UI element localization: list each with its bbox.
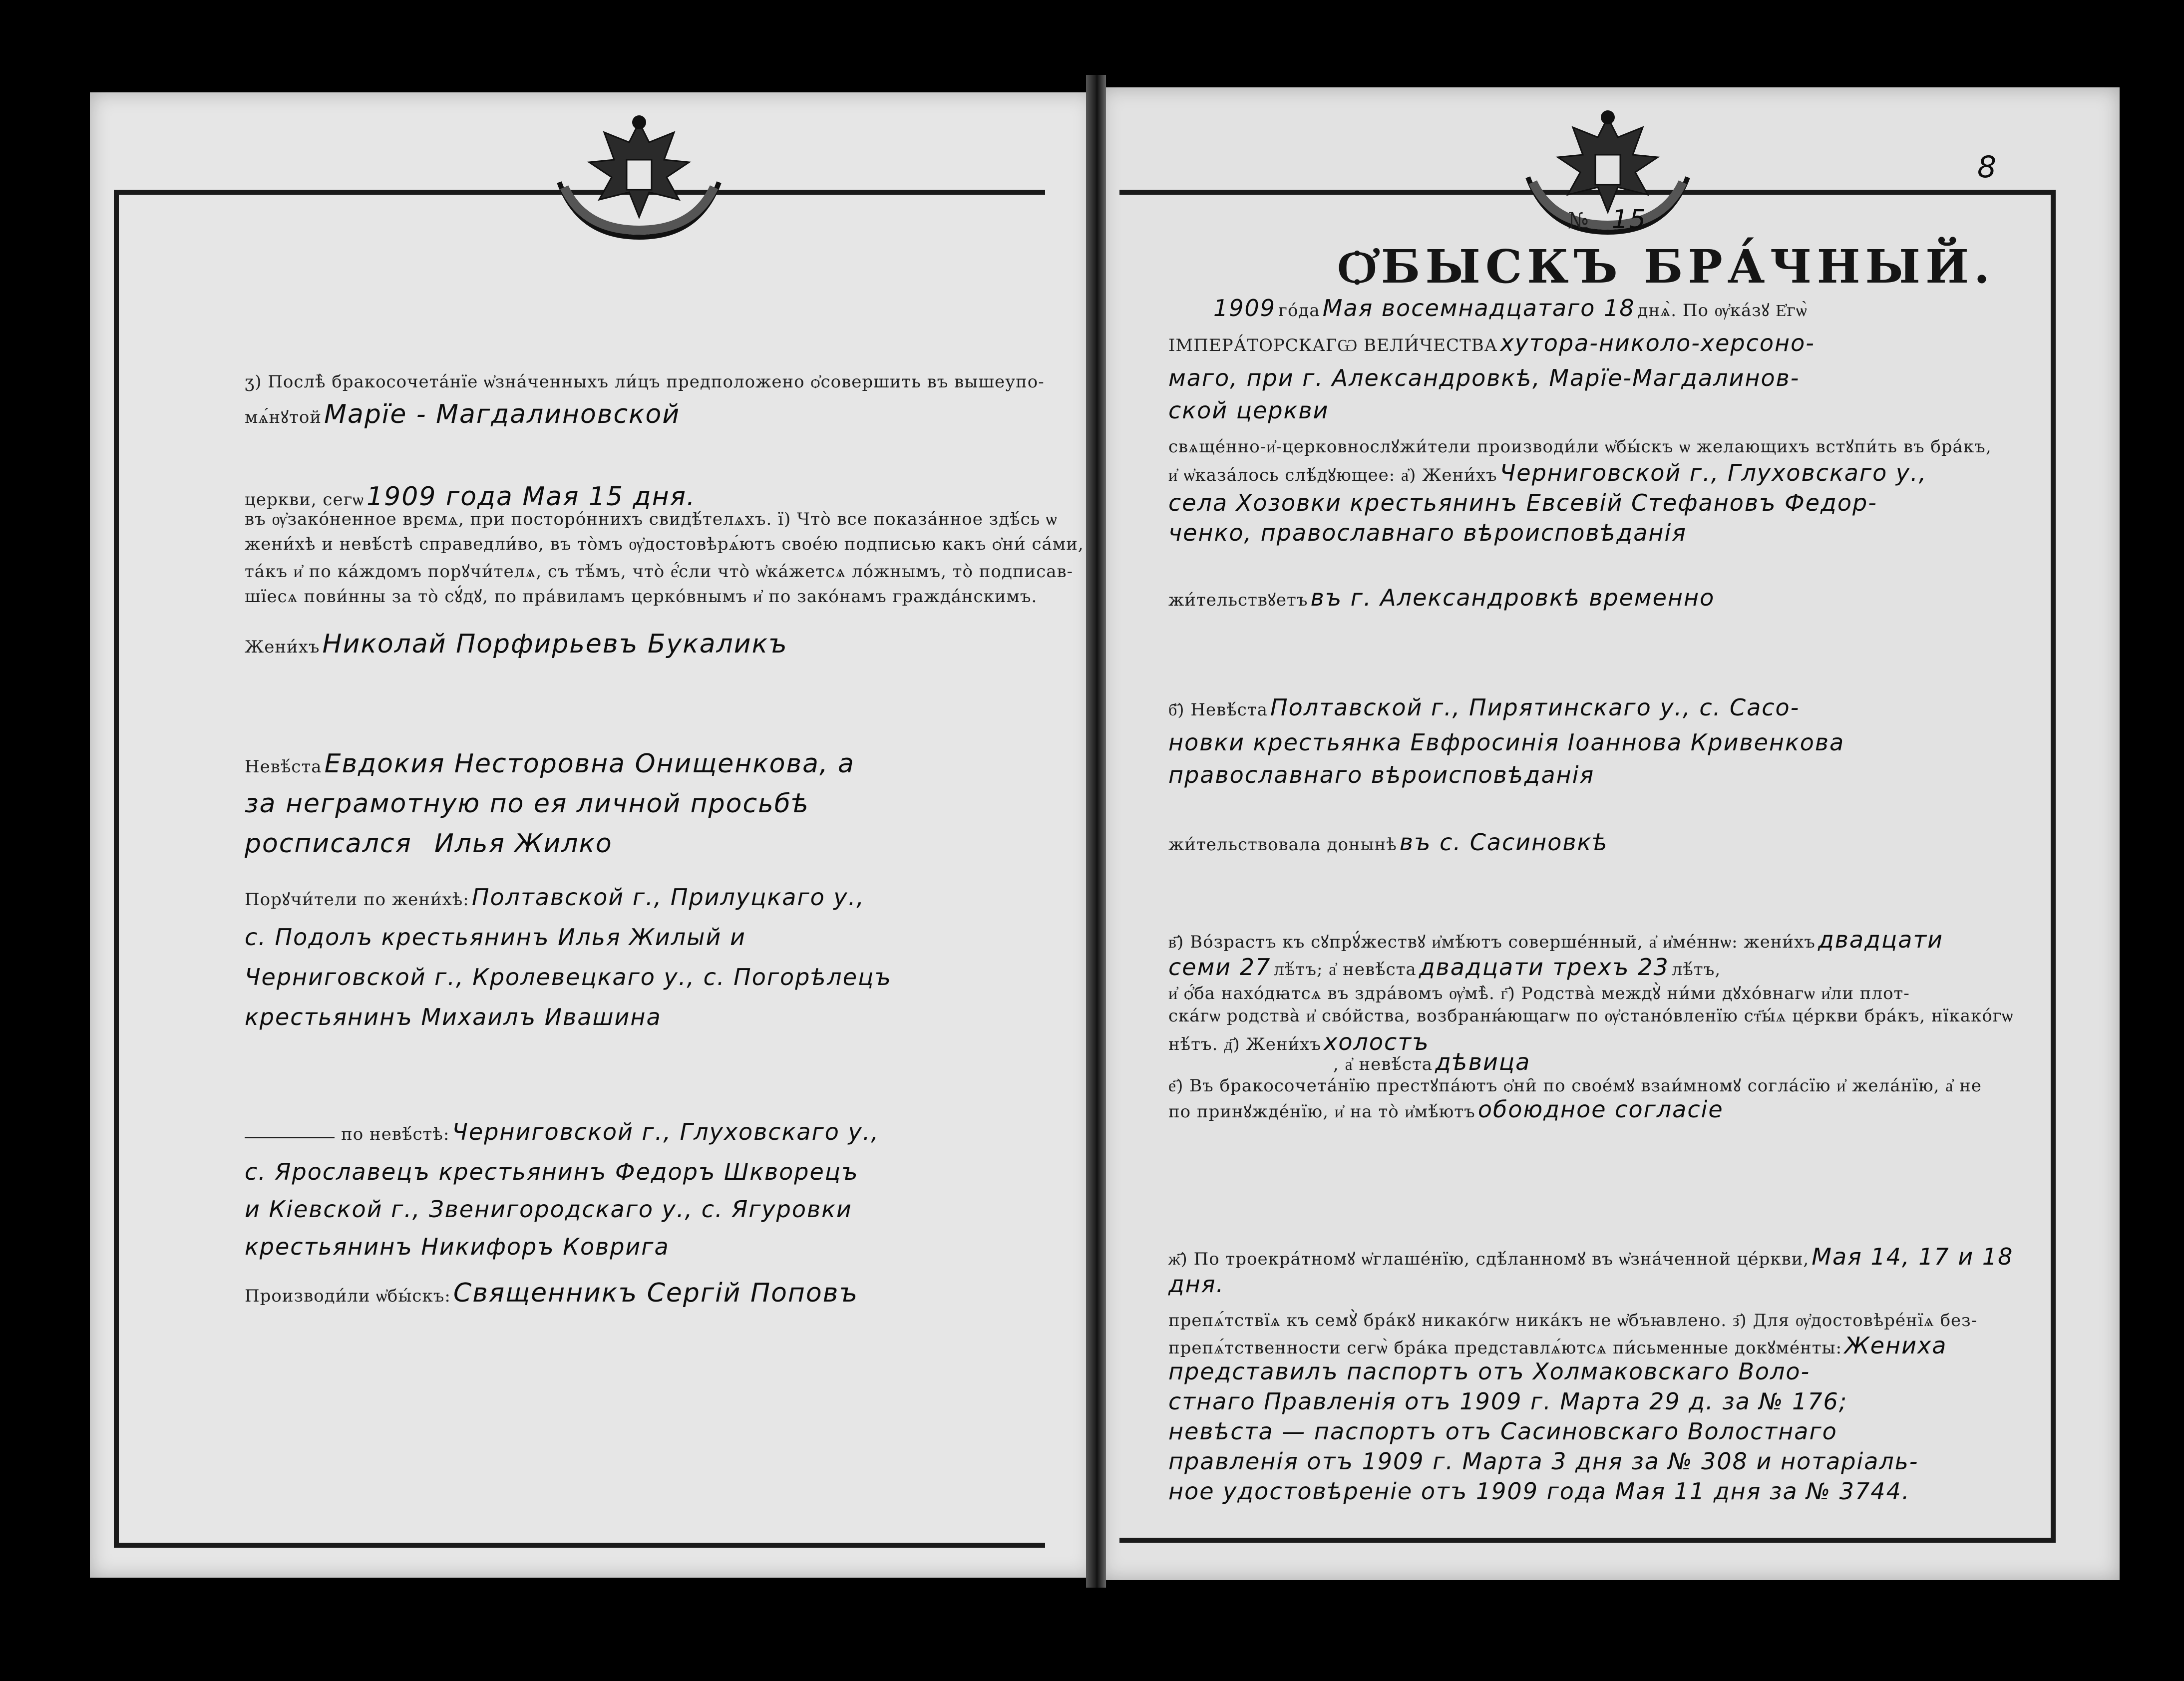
groom-guarantors-label: Порꙋчи́тели по жени́хѣ:	[245, 890, 469, 910]
groom-age-hw2: семи 27	[1168, 954, 1271, 981]
bride-origin-hw2: новки крестьянка Евфросинія Іоаннова Кривенкова	[1168, 729, 1845, 756]
bride-guarantors-text1: Черниговской г., Глуховскаго у.,	[452, 1118, 879, 1145]
bride-residence-hw: въ с. Сасиновкѣ	[1399, 829, 1609, 856]
left-clause-date-line	[245, 482, 696, 512]
right-line2-hw: хутора-николо-херсоно-	[1500, 330, 1815, 356]
record-date-handwritten: Мая восемнадцатаго 18	[1322, 295, 1635, 322]
bride-signature-text1: Евдокия Несторовна Онищенкова, а	[324, 749, 855, 779]
age-line2	[1168, 954, 1721, 981]
kinship-line2-a: нѣ́тъ. д҃) Жени́хъ	[1168, 1034, 1322, 1054]
groom-residence-hw: въ г. Александровкѣ временно	[1310, 584, 1715, 611]
groom-residence-label: жи́тельствꙋетъ	[1168, 590, 1308, 610]
bride-signature-line3	[245, 829, 613, 859]
groom-guarantors-text4: крестьянинъ Михаилъ Ивашина	[245, 1004, 662, 1030]
left-clause-line6: та́къ и҆ по ка́ждомъ порꙋчи́телѧ, съ тѣ́мъ, что̀ е҆́сли что̀ ѡ҆ка́жетсѧ ло́жнымъ, то̀ подписав-	[245, 562, 1074, 582]
impediments-line2-a: препѧ́тственности сегѡ̀ бра́ка представлѧ́ютсѧ пи́сьменные докꙋме́нты:	[1168, 1338, 1842, 1358]
left-clause-church-line	[245, 399, 680, 429]
banns-dates-hw: Мая 14, 17 и 18	[1812, 1243, 2014, 1270]
banns-dates-hw2: дня.	[1168, 1271, 1225, 1298]
left-clause-line7: шїесѧ пови́нны за то̀ сꙋ́дꙋ, по пра́виламъ церко́внымъ и҆ по зако́намъ гражда́нскимъ.	[245, 587, 1038, 607]
bride-signature-text2: за неграмотную по ея личной просьбѣ	[245, 789, 810, 819]
right-line3-hw: маго, при г. Александровкѣ, Марїе-Магдалинов-	[1168, 364, 1800, 391]
bride-origin-hw3: православнаго вѣроисповѣданія	[1168, 761, 1595, 788]
left-clause-line4: въ ѹ҆зако́ненное врємѧ, при посторо́ннихъ свидѣ́телѧхъ. ї) Что̀ все показа́нное здѣ́сь ѡ	[245, 509, 1058, 529]
book-spine	[1086, 75, 1106, 1588]
marital-status-bride-line	[1333, 1048, 1530, 1075]
bride-label: Невѣ́ста	[245, 757, 322, 777]
groom-age-hw1: двадцати	[1818, 926, 1944, 953]
documents-hw0: Жениха	[1844, 1332, 1947, 1359]
document-title: Ѻ҆БЫСКЪ БРА́ЧНЫЙ.	[1338, 240, 1995, 294]
bride-guarantors-line1	[245, 1118, 879, 1145]
groom-status-hw: холостъ	[1324, 1028, 1430, 1055]
groom-origin-hw: Черниговской г., Глуховскаго у.,	[1499, 459, 1927, 486]
left-clause-church-prefix: мѧ́нꙋтой	[245, 407, 322, 427]
blank-rule	[245, 1137, 335, 1138]
left-clause-zh-line1: ӡ) Послѣ̀ бракосочета́нїе ѡ҆зна́ченныхъ ли́цъ предположено ѻ҆совершить въ вышеупо-	[245, 372, 1045, 392]
bride-signer-name: Илья Жилко	[434, 829, 613, 859]
impediments-line1: препѧ́тствїѧ къ семꙋ̀ бра́кꙋ никако́гѡ ника́къ не ѡ҆бъꙗвлено. з҃) Для ѹ҆достовѣре́нїѧ без-	[1168, 1311, 1978, 1331]
left-clause-line5: жени́хѣ и невѣ́стѣ справедли́во, въ то̀мъ ѹ҆достовѣрѧ́ютъ свое́ю подписью какъ ѻ҆ни́ са́ми,	[245, 534, 1084, 554]
record-number: 15	[1611, 205, 1647, 235]
kinship-line3-a: , а҆ невѣ́ста	[1333, 1054, 1433, 1074]
kinship-line1: ска́гѡ родства̀ и҆ сво́йства, возбранꙗ́ющагѡ по ѹ҆стано́вленїю ст҃ы́ѧ це́ркви бра́къ, нїкако́гѡ	[1168, 1006, 2014, 1026]
right-line4-hw: ской церкви	[1168, 397, 1329, 424]
bride-signature-line1	[245, 749, 855, 779]
left-date-handwritten: 1909 года Мая 15 дня.	[366, 482, 696, 512]
age-text-b: лѣ́тъ; а҆ невѣ́ста	[1273, 960, 1417, 980]
banns-line	[1168, 1243, 2013, 1270]
groom-residence-line	[1168, 584, 1715, 611]
imperial-eagle-emblem-left	[529, 112, 749, 242]
groom-guarantors-text3: Черниговской г., Кролевецкаго у., с. Погорѣлецъ	[245, 964, 892, 991]
health-line: и҆ ѻ҆́ба нахо́дꙗтсѧ въ здра́вомъ ѹ҆мѣ̀. г҃) Родства̀ междꙋ̀ ни́ми дꙋхо́внагѡ и҆ли плот-	[1168, 984, 1910, 1004]
age-text-a: в҃) Во́зрастъ къ сꙋпрꙋ́жествꙋ и҆мѣ́ютъ соверше́нный, а҆ и҆ме́ннѡ: жени́хъ	[1168, 932, 1816, 952]
right-line5: свѧще́нно-и҆-церковнослꙋжи́тели производи́ли ѡ҆бы́скъ ѡ желающихъ встꙋпи́ть въ бра́къ,	[1168, 437, 1992, 457]
record-year: 1909	[1213, 295, 1276, 322]
right-line1-b: днѧ̀. По ѹ҆ка́зꙋ Е҆гѡ̀	[1637, 301, 1808, 321]
groom-guarantors-text2: с. Подолъ крестьянинъ Илья Жилый и	[245, 924, 746, 951]
bride-heading: б҃) Невѣ́ста	[1168, 700, 1268, 720]
right-line1	[1213, 295, 1808, 322]
impediments-line2	[1168, 1332, 1947, 1359]
bride-residence-label: жи́тельствовала донынѣ	[1168, 835, 1397, 855]
right-line6	[1168, 459, 1927, 486]
groom-guarantors-text1: Полтавской г., Прилуцкаго у.,	[471, 884, 865, 911]
groom-signature-line	[245, 629, 788, 659]
record-number-line	[1568, 205, 1647, 235]
documents-hw1: представилъ паспортъ отъ Холмаковскаго Воло-	[1168, 1358, 1811, 1385]
left-church-name-handwritten: Марїе - Магдалиновской	[324, 399, 681, 429]
bride-line1	[1168, 694, 1800, 721]
documents-hw2: стнаго Правленія отъ 1909 г. Марта 29 д. за № 176;	[1168, 1388, 1848, 1415]
age-line1	[1168, 926, 1943, 953]
bride-age-hw: двадцати трехъ 23	[1419, 954, 1669, 981]
documents-hw5: ное удостовѣреніе отъ 1909 года Мая 11 дня за № 3744.	[1168, 1478, 1910, 1505]
priest-signature: Священникъ Сергій Поповъ	[453, 1278, 859, 1308]
consent-line2	[1168, 1096, 1724, 1123]
bride-origin-hw1: Полтавской г., Пирятинскаго у., с. Сасо-	[1270, 694, 1800, 721]
groom-signature: Николай Порфирьевъ Букаликъ	[322, 629, 788, 659]
bride-guarantors-text4: крестьянинъ Никифоръ Коврига	[245, 1233, 670, 1260]
age-text-c: лѣ́тъ,	[1671, 960, 1721, 980]
documents-hw4: правленія отъ 1909 г. Марта 3 дня за № 308 и нотаріаль-	[1168, 1448, 1919, 1475]
performed-by-label: Производи́ли ѡ҆бы́скъ:	[245, 1286, 451, 1306]
performed-by-line	[245, 1278, 858, 1308]
right-line2	[1168, 330, 1815, 356]
groom-label: Жени́хъ	[245, 637, 320, 657]
bride-residence-line	[1168, 829, 1608, 856]
bride-signature-text3: росписался	[245, 829, 412, 859]
bride-guarantors-text2: с. Ярославецъ крестьянинъ Федоръ Шкворецъ	[245, 1158, 859, 1185]
bride-guarantors-text3: и Кіевской г., Звенигородскаго у., с. Ягуровки	[245, 1196, 852, 1223]
consent-hw: обоюдное согласіе	[1477, 1096, 1724, 1123]
documents-hw3: невѣста — паспортъ отъ Сасиновскаго Волостнаго	[1168, 1418, 1837, 1445]
bride-guarantors-label: по невѣ́стѣ:	[341, 1124, 450, 1144]
groom-origin-hw2: села Хозовки крестьянинъ Евсевій Стефановъ Федор-	[1168, 489, 1877, 516]
right-line2-a: ІМПЕРА́ТОРСКАГѠ ВЕЛИ́ЧЕСТВА	[1168, 336, 1498, 355]
bride-status-hw: дѣвица	[1435, 1048, 1531, 1075]
page-number: 8	[1977, 150, 1998, 185]
consent-line1: е҃) Въ бракосочета́нїю престꙋпа́ютъ ѻ҆ни̑ по свое́мꙋ взаи́мномꙋ согла́сїю и҆ жела́нїю, а҆ не	[1168, 1076, 1982, 1096]
right-line6-a: и҆ ѡ҆каза́лось слѣ́дꙋющее: а҆) Жени́хъ	[1168, 465, 1497, 485]
right-line1-a: го́да	[1278, 301, 1320, 321]
left-page-border	[114, 190, 1045, 1548]
consent-line2-a: по принꙋжде́нїю, и҆ на то̀ и҆мѣ́ютъ	[1168, 1102, 1475, 1122]
groom-guarantors-line1	[245, 884, 865, 911]
record-number-prefix: №	[1568, 208, 1589, 234]
left-clause-date-prefix: церкви, сегѡ	[245, 490, 364, 510]
groom-origin-hw3: ченко, православнаго вѣроисповѣданія	[1168, 519, 1687, 546]
banns-text: ж҃) По троекра́тномꙋ ѡ҆глаше́нїю, сдѣ́ланномꙋ въ ѡ҆зна́ченной це́ркви,	[1168, 1249, 1810, 1269]
